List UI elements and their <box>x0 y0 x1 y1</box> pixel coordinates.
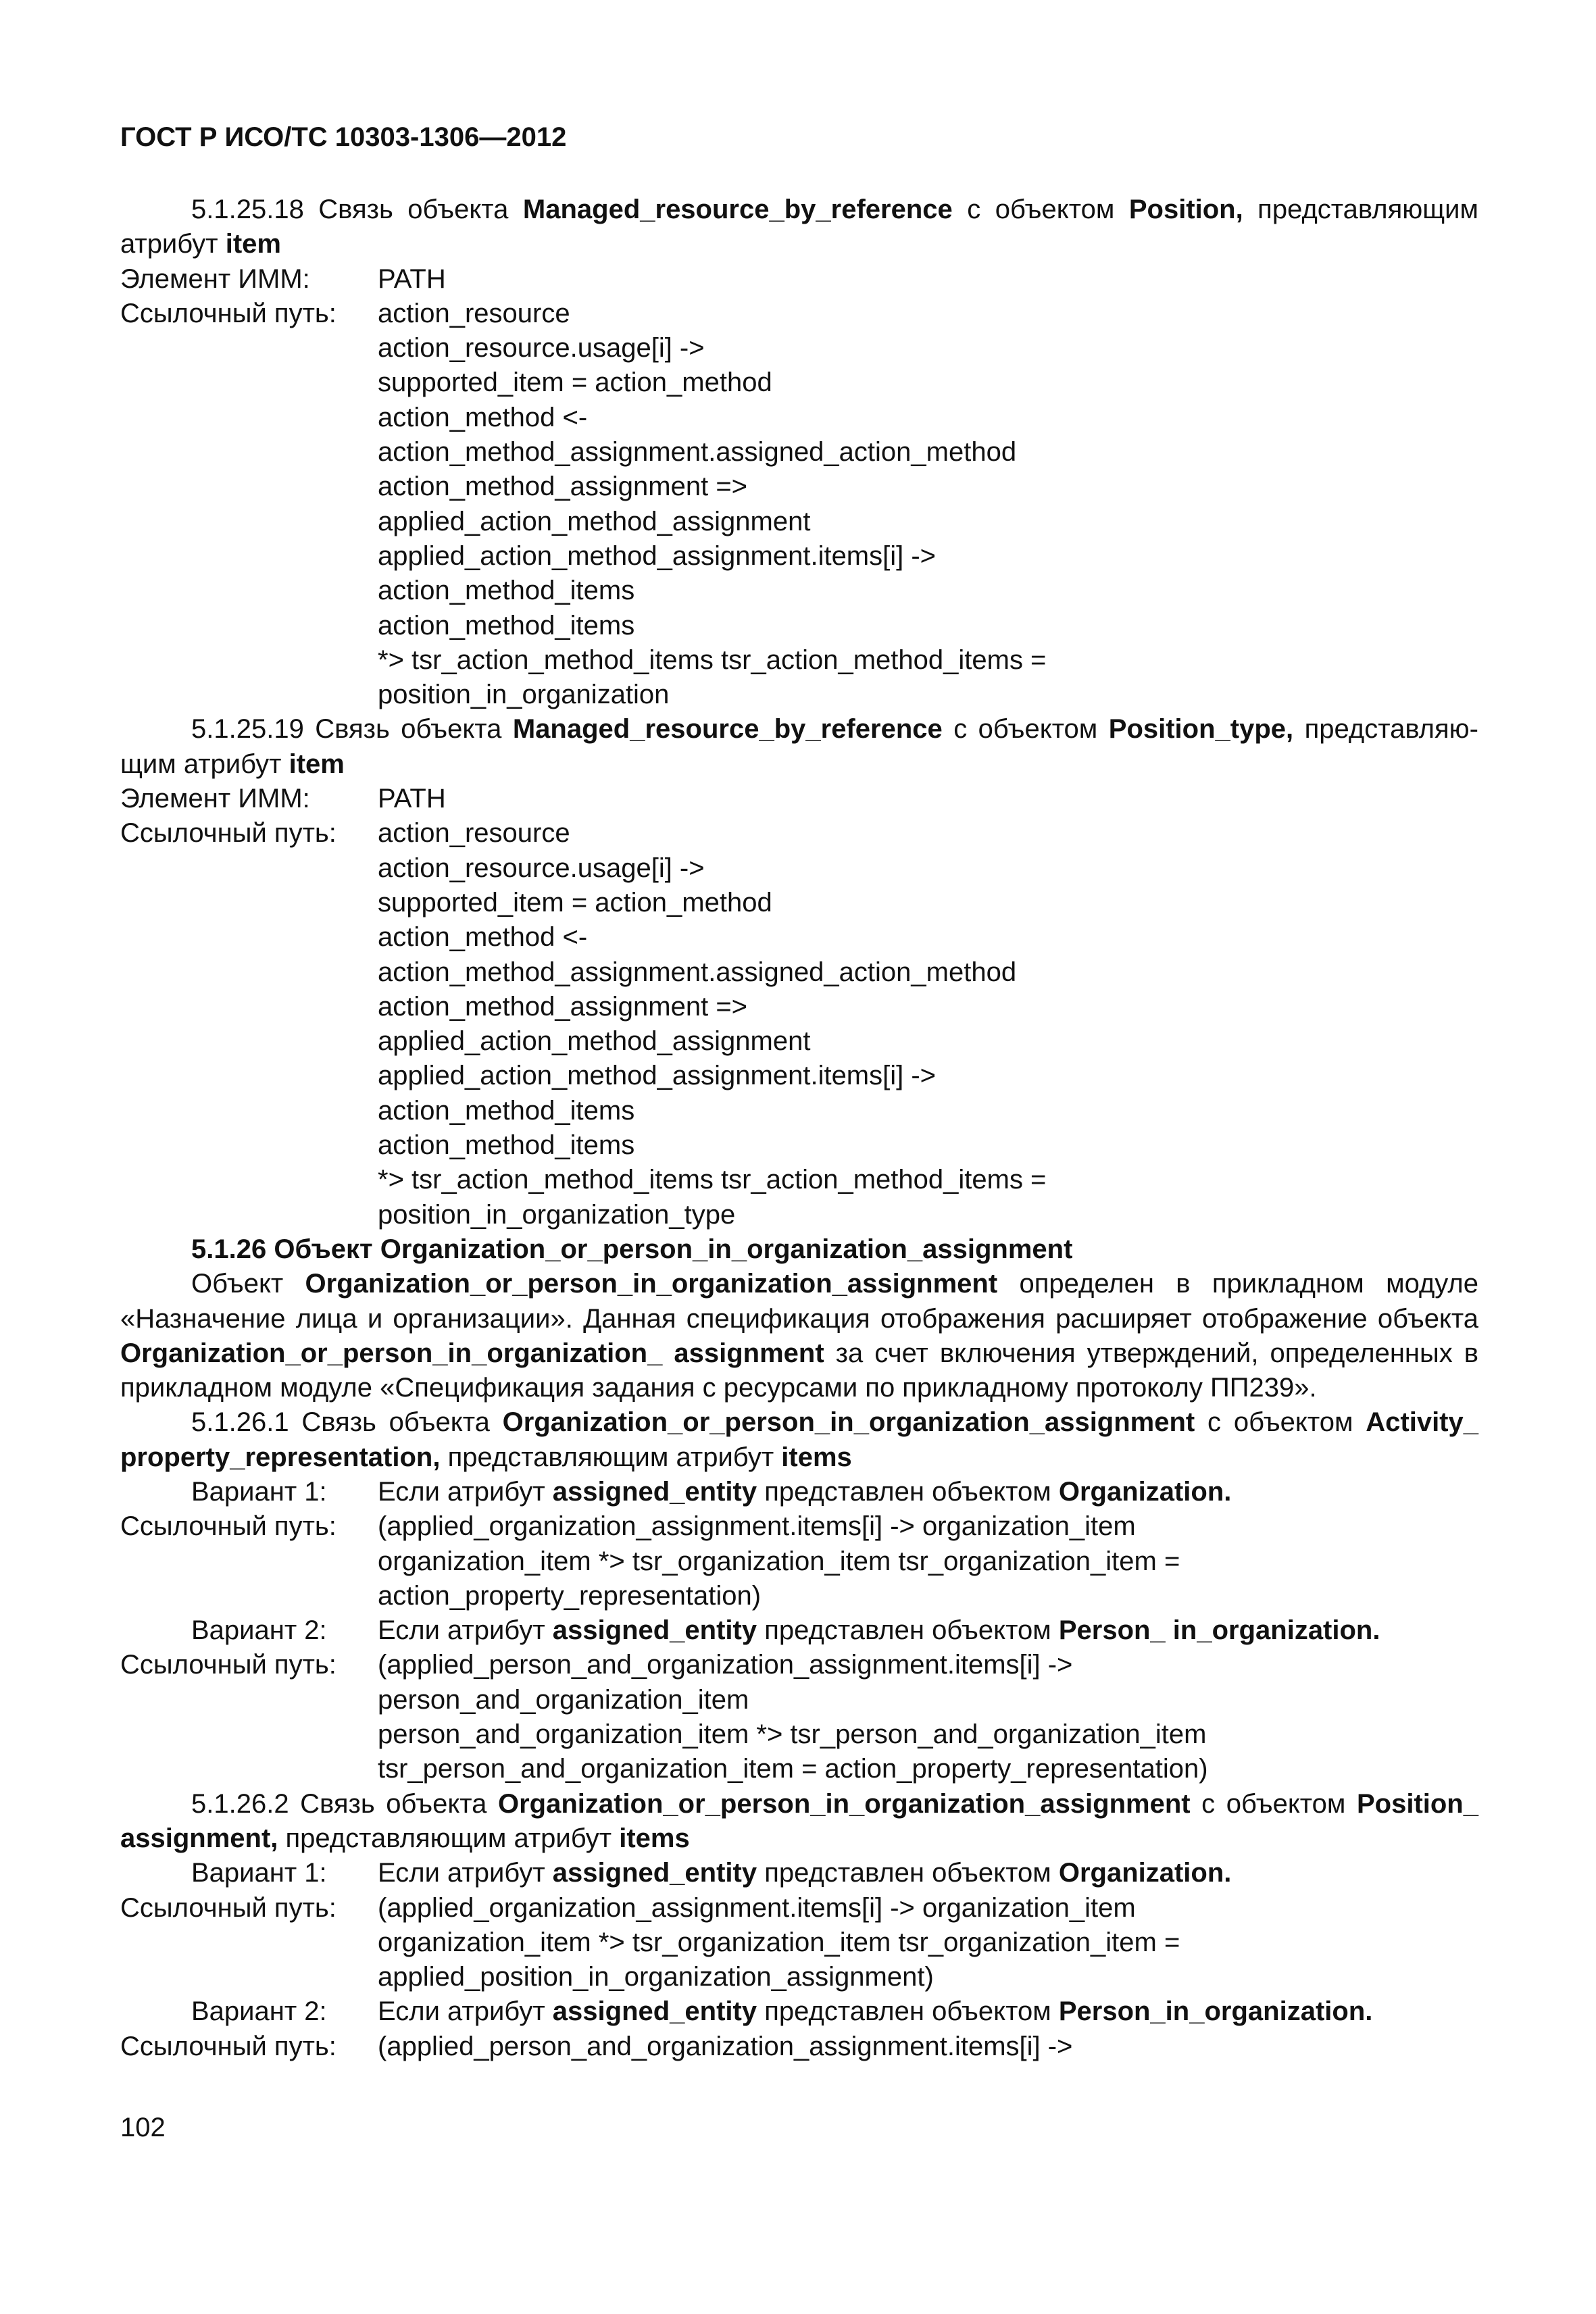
reference-path <box>378 816 1478 1232</box>
clause-5-1-25-18-title: 5.1.25.18 Связь объекта Managed_resource_by_reference с объектом Position, представляющим атрибут item <box>120 195 1479 259</box>
imm-value: PATH <box>378 263 446 294</box>
path-line: action_method <- <box>378 922 588 953</box>
path-line: action_method_assignment => <box>378 472 748 502</box>
path-line: *> tsr_action_method_items tsr_action_method_items = <box>378 1165 1047 1195</box>
path-line: supported_item = action_method <box>378 368 772 398</box>
path-line: action_resource.usage[i] -> <box>378 853 705 883</box>
reference-path-label: Ссылочный путь: <box>120 298 336 328</box>
path-line: applied_position_in_organization_assignment) <box>378 1962 934 1992</box>
variant-1-condition: Если атрибут assigned_entity представлен объектом Organization. <box>378 1476 1232 1507</box>
path-line: action_resource <box>378 298 570 328</box>
section-5-1-26-heading: 5.1.26 Объект Organization_or_person_in_organization_assignment <box>191 1234 1073 1264</box>
variant-2-condition: Если атрибут assigned_entity представлен объектом Person_in_organization. <box>378 1996 1373 2027</box>
path-line: supported_item = action_method <box>378 887 772 917</box>
reference-path-row <box>120 1648 1478 1786</box>
variant-1-label: Вариант 1: <box>191 1858 327 1888</box>
clause-5-1-25-19-title: 5.1.25.19 Связь объекта Managed_resource_by_reference с объектом Position_type, представляю-щим атрибут item <box>120 714 1478 779</box>
imm-element-row <box>120 782 1478 816</box>
imm-label: Элемент ИММ: <box>120 263 310 294</box>
path-line: action_method_assignment.assigned_action_method <box>378 437 1017 468</box>
path-line: person_and_organization_item <box>378 1684 749 1715</box>
path-line: position_in_organization <box>378 680 670 710</box>
variant-1-label: Вариант 1: <box>191 1476 327 1507</box>
imm-value: PATH <box>378 784 446 814</box>
reference-path-label: Ссылочный путь: <box>120 1650 336 1680</box>
reference-path-label: Ссылочный путь: <box>120 1511 336 1542</box>
variant-1-row <box>120 1475 1478 1509</box>
path-line: organization_item *> tsr_organization_item tsr_organization_item = <box>378 1927 1180 1957</box>
reference-path-row <box>120 297 1478 713</box>
reference-path <box>378 2030 1478 2064</box>
reference-path <box>378 1648 1478 1786</box>
reference-path-row <box>120 2030 1478 2064</box>
path-line: tsr_person_and_organization_item = action_property_representation) <box>378 1754 1208 1784</box>
variant-2-condition: Если атрибут assigned_entity представлен объектом Person_ in_organization. <box>378 1615 1380 1646</box>
variant-2-row <box>120 1613 1478 1648</box>
reference-path-row <box>120 1509 1478 1613</box>
path-line: applied_action_method_assignment <box>378 1026 811 1057</box>
variant-1-condition: Если атрибут assigned_entity представлен объектом Organization. <box>378 1858 1232 1888</box>
reference-path-row <box>120 816 1478 1232</box>
path-line: *> tsr_action_method_items tsr_action_method_items = <box>378 645 1047 675</box>
path-line: action_method_items <box>378 1095 635 1126</box>
imm-label: Элемент ИММ: <box>120 784 310 814</box>
path-line: (applied_person_and_organization_assignment.items[i] -> <box>378 1650 1073 1680</box>
path-line: action_method_items <box>378 576 635 606</box>
path-line: applied_action_method_assignment.items[i] -> <box>378 540 937 571</box>
reference-path <box>378 297 1478 713</box>
path-line: action_method_items <box>378 610 635 640</box>
page-number: 102 <box>120 2113 166 2142</box>
path-line: action_property_representation) <box>378 1580 762 1611</box>
reference-path-label: Ссылочный путь: <box>120 2031 336 2061</box>
document-header: ГОСТ Р ИСО/ТС 10303-1306—2012 <box>120 122 567 152</box>
path-line: organization_item *> tsr_organization_item tsr_organization_item = <box>378 1546 1180 1576</box>
variant-2-label: Вариант 2: <box>191 1996 327 2027</box>
clause-5-1-26-2-title: 5.1.26.2 Связь объекта Organization_or_person_in_organization_assignment с объектом Position_ assignment, представляющим атрибут items <box>120 1788 1478 1853</box>
path-line: position_in_organization_type <box>378 1199 736 1230</box>
variant-2-row <box>120 1994 1478 2029</box>
variant-2-label: Вариант 2: <box>191 1615 327 1646</box>
reference-path-label: Ссылочный путь: <box>120 1892 336 1923</box>
path-line: action_method <- <box>378 402 588 432</box>
clause-5-1-26-1-title: 5.1.26.1 Связь объекта Organization_or_person_in_organization_assignment с объектом Activity_ property_representation, представляющим атрибут items <box>120 1407 1478 1472</box>
path-line: (applied_person_and_organization_assignment.items[i] -> <box>378 2031 1073 2061</box>
path-line: (applied_organization_assignment.items[i] -> organization_item <box>378 1892 1136 1923</box>
document-page <box>120 120 1478 2064</box>
variant-1-row <box>120 1856 1478 1890</box>
path-line: action_method_assignment => <box>378 991 748 1022</box>
section-5-1-26-body: Объект Organization_or_person_in_organization_assignment определен в прикладном модуле «Назначение лица и организации». Данная спецификация отображения расширяет отображение объекта Organization_or_person_in_organization_ assignment за счет включения утверждений, определенных в прикладном модуле «Спецификация задания с ресурсами по прикладному протоколу ПП239». <box>120 1269 1479 1403</box>
path-line: person_and_organization_item *> tsr_person_and_organization_item <box>378 1719 1207 1750</box>
path-line: action_method_items <box>378 1130 635 1161</box>
reference-path <box>378 1509 1478 1613</box>
path-line: action_method_assignment.assigned_action_method <box>378 957 1017 987</box>
imm-element-row <box>120 262 1478 297</box>
path-line: applied_action_method_assignment.items[i] -> <box>378 1061 937 1091</box>
path-line: action_resource <box>378 818 570 849</box>
reference-path <box>378 1891 1478 1995</box>
path-line: (applied_organization_assignment.items[i] -> organization_item <box>378 1511 1136 1542</box>
path-line: applied_action_method_assignment <box>378 506 811 536</box>
path-line: action_resource.usage[i] -> <box>378 333 705 363</box>
reference-path-row <box>120 1891 1478 1995</box>
reference-path-label: Ссылочный путь: <box>120 818 336 849</box>
